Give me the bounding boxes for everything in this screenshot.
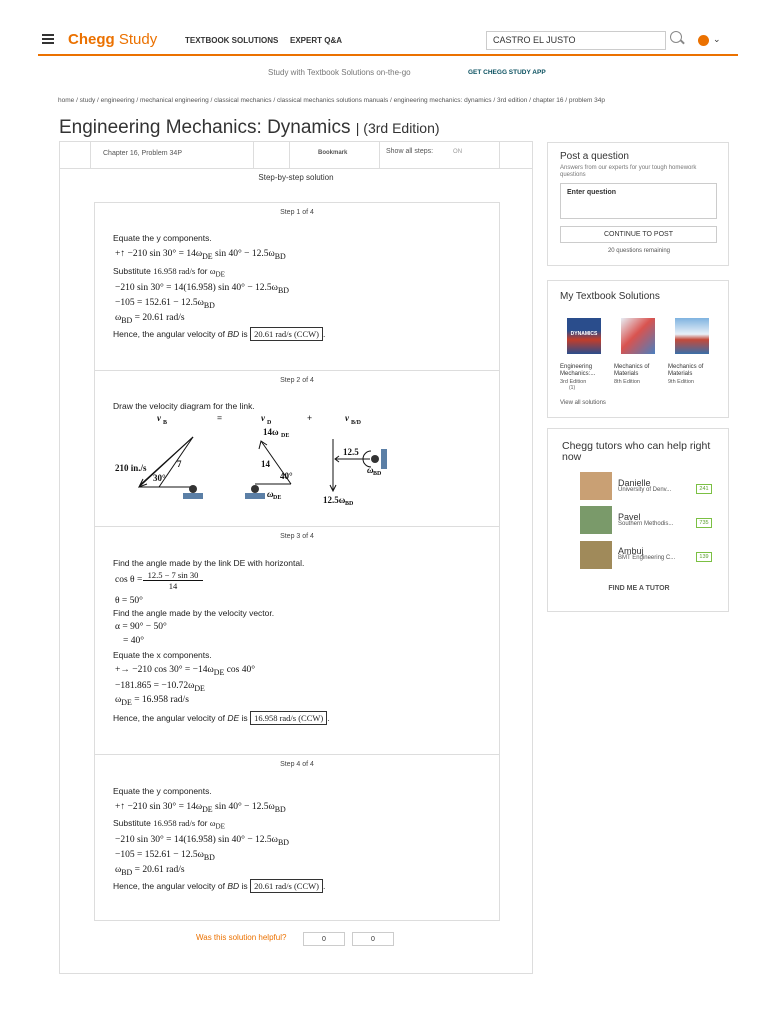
svg-text:ω: ω (367, 465, 374, 475)
helpful-question: Was this solution helpful? (196, 933, 287, 942)
step-text: Substitute 16.958 rad/s for $\omega_{DE}$ (113, 818, 225, 831)
svg-text:14: 14 (261, 459, 270, 469)
tutor-name[interactable]: Pavel (618, 512, 641, 522)
solution-toolbar (60, 142, 532, 169)
chapter-label: Chapter 16, Problem 34P (91, 142, 254, 169)
tutors-title: Chegg tutors who can help right now (562, 440, 711, 463)
svg-text:DE: DE (273, 495, 282, 501)
chegg-study-logo[interactable]: Chegg Study (68, 31, 158, 48)
svg-text:14ω: 14ω (263, 427, 279, 437)
nav-textbook-solutions[interactable]: TEXTBOOK SOLUTIONS (185, 36, 279, 45)
menu-icon[interactable] (42, 34, 54, 44)
post-subtitle: Answers from our experts for your tough homework questions (560, 165, 697, 178)
book-1-title[interactable]: Engineering Mechanics:... (560, 364, 596, 377)
svg-text:DE: DE (281, 433, 290, 439)
book-3-title[interactable]: Mechanics of Materials (668, 364, 704, 377)
answer-box: 20.61 rad/s (CCW) (250, 327, 323, 341)
book-cover-mechanics-materials-8[interactable] (621, 318, 655, 354)
step-text: Find the angle made by the link DE with horizontal. (113, 558, 305, 568)
tutor-name[interactable]: Ambuj (618, 546, 644, 556)
svg-text:+: + (307, 413, 313, 423)
tutor-count-badge: 241 (696, 484, 712, 494)
svg-text:210 in./s: 210 in./s (115, 463, 147, 473)
book-cover-mechanics-materials-9[interactable] (675, 318, 709, 354)
show-all-label: Show all steps: (386, 148, 434, 155)
thumbs-up-button[interactable]: 0 (303, 932, 345, 946)
view-all-solutions-link[interactable]: View all solutions (560, 400, 606, 406)
svg-text:7: 7 (177, 459, 182, 469)
thumbs-down-button[interactable]: 0 (352, 932, 394, 946)
bookmark-button[interactable]: Bookmark (290, 142, 380, 169)
tutor-avatar[interactable] (580, 472, 612, 500)
textbooks-title: My Textbook Solutions (560, 291, 660, 302)
svg-text:v: v (157, 413, 161, 423)
step-text: Equate the y components. (113, 233, 212, 243)
step-1-card (94, 202, 500, 370)
step-2-header: Step 2 of 4 (280, 377, 314, 384)
equation: $\omega_{DE} = 16.958$ rad/s (115, 695, 189, 707)
svg-text:v: v (345, 413, 349, 423)
svg-text:B: B (163, 420, 168, 426)
nav-expert-qa[interactable]: EXPERT Q&A (290, 36, 343, 45)
equation: +→ −210 $\cos 30^\circ = -14\omega_{DE}$ cos 40° (115, 665, 256, 677)
search-input[interactable]: CASTRO EL JUSTO (486, 31, 666, 50)
book-2-edition: 8th Edition (614, 379, 640, 385)
equation: +↑ −210 $\sin 30^\circ = 14\omega_{DE}$ $\sin 40^\circ - 12.5\omega_{BD}$ (115, 802, 286, 814)
step-text: Equate the x components. (113, 650, 212, 660)
svg-text:B/D: B/D (351, 420, 362, 426)
tutor-school: Southern Methodis... (618, 521, 674, 527)
svg-text:=: = (217, 413, 223, 423)
find-tutor-button[interactable]: FIND ME A TUTOR (608, 585, 670, 592)
equation: $-105 = 152.61 - 12.5\omega_{BD}$ (115, 850, 215, 862)
svg-text:40°: 40° (280, 471, 293, 481)
svg-text:BD: BD (345, 501, 354, 507)
step-2-card (94, 370, 500, 526)
equation: $\omega_{BD} = 20.61$ rad/s (115, 313, 185, 325)
step-by-step-label: Step-by-step solution (258, 173, 334, 182)
chevron-down-icon[interactable]: ⌄ (713, 34, 721, 44)
answer-box: 16.958 rad/s (CCW) (250, 711, 327, 725)
breadcrumb[interactable]: home / study / engineering / mechanical engineering / classical mechanics / classical mechanics solutions manuals / engineering mechanics: dynamics / 3rd edition / chapter 16 / problem 34p (58, 97, 606, 104)
top-header (38, 26, 738, 56)
step-text: Substitute 16.958 rad/s for $\omega_{DE}$ (113, 266, 225, 279)
avatar[interactable] (698, 35, 709, 46)
book-cover-dynamics[interactable]: DYNAMICS (567, 318, 601, 354)
post-question-card (547, 142, 729, 266)
equation: +↑ −210 $\sin 30^\circ = 14\omega_{DE}$ $\sin 40^\circ - 12.5\omega_{BD}$ (115, 249, 286, 261)
velocity-diagram (95, 409, 501, 509)
tutor-name[interactable]: Danielle (618, 478, 651, 488)
svg-text:30°: 30° (153, 473, 166, 483)
fraction: 12.5 − 7 sin 30 14 (143, 570, 203, 591)
tutor-count-badge: 735 (696, 518, 712, 528)
step-text: Hence, the angular velocity of BD is 20.61 rad/s (CCW) . (113, 329, 326, 339)
step-1-header: Step 1 of 4 (280, 209, 314, 216)
svg-text:BD: BD (373, 471, 382, 477)
book-1-edition: 3rd Edition (560, 379, 587, 385)
answer-box: 20.61 rad/s (CCW) (250, 879, 323, 893)
questions-remaining: 20 questions remaining (607, 248, 671, 254)
show-all-toggle[interactable]: ON (453, 149, 463, 155)
tutor-school: BMT Engineering C... (618, 555, 676, 561)
svg-text:v: v (261, 413, 265, 423)
post-title: Post a question (560, 151, 629, 162)
question-input[interactable]: Enter question (560, 183, 717, 219)
book-3-edition: 9th Edition (668, 379, 694, 385)
equation: −210 sin 30° = 14(16.958) $\sin 40^\circ - 12.5\omega_{BD}$ (115, 283, 289, 295)
step-4-card (94, 754, 500, 921)
book-1-count: (1) (569, 385, 576, 391)
step-text: Find the angle made by the velocity vector. (113, 608, 275, 618)
equation: cos θ = (115, 575, 143, 585)
equation: $-105 = 152.61 - 12.5\omega_{BD}$ (115, 298, 215, 310)
banner-text: Study with Textbook Solutions on-the-go (268, 68, 411, 77)
svg-text:D: D (267, 420, 272, 426)
tutor-avatar[interactable] (580, 541, 612, 569)
step-text: Hence, the angular velocity of DE is 16.958 rad/s (CCW) . (113, 713, 330, 723)
show-all-steps (380, 142, 500, 169)
step-text: Draw the velocity diagram for the link. (113, 401, 255, 411)
search-icon[interactable] (670, 31, 682, 43)
svg-text:ω: ω (267, 489, 274, 499)
equation: θ = 50° (115, 596, 143, 606)
solution-panel (59, 141, 533, 974)
page-title: Engineering Mechanics: Dynamics | (3rd Edition) (59, 117, 440, 138)
equation: $-181.865 = -10.72\omega_{DE}$ (115, 681, 205, 693)
step-text: Equate the y components. (113, 786, 212, 796)
step-3-card (94, 526, 500, 754)
equation: −210 sin 30° = 14(16.958) $\sin 40^\circ - 12.5\omega_{BD}$ (115, 835, 289, 847)
toolbar-spacer-2 (254, 142, 290, 169)
book-2-title[interactable]: Mechanics of Materials (614, 364, 650, 377)
equation: $\omega_{BD} = 20.61$ rad/s (115, 865, 185, 877)
step-3-header: Step 3 of 4 (280, 533, 314, 540)
tutor-school: University of Denv... (618, 487, 672, 493)
step-text: Hence, the angular velocity of BD is 20.61 rad/s (CCW) . (113, 881, 326, 891)
equation: α = 90° − 50° (115, 622, 167, 632)
continue-to-post-button[interactable]: CONTINUE TO POST (560, 226, 717, 243)
equation: = 40° (123, 636, 145, 646)
toolbar-spacer (60, 142, 91, 169)
tutor-avatar[interactable] (580, 506, 612, 534)
svg-text:12.5ω: 12.5ω (323, 495, 346, 505)
svg-text:12.5: 12.5 (343, 447, 359, 457)
tutor-count-badge: 139 (696, 552, 712, 562)
step-4-header: Step 4 of 4 (280, 761, 314, 768)
get-app-link[interactable]: GET CHEGG STUDY APP (468, 69, 546, 76)
